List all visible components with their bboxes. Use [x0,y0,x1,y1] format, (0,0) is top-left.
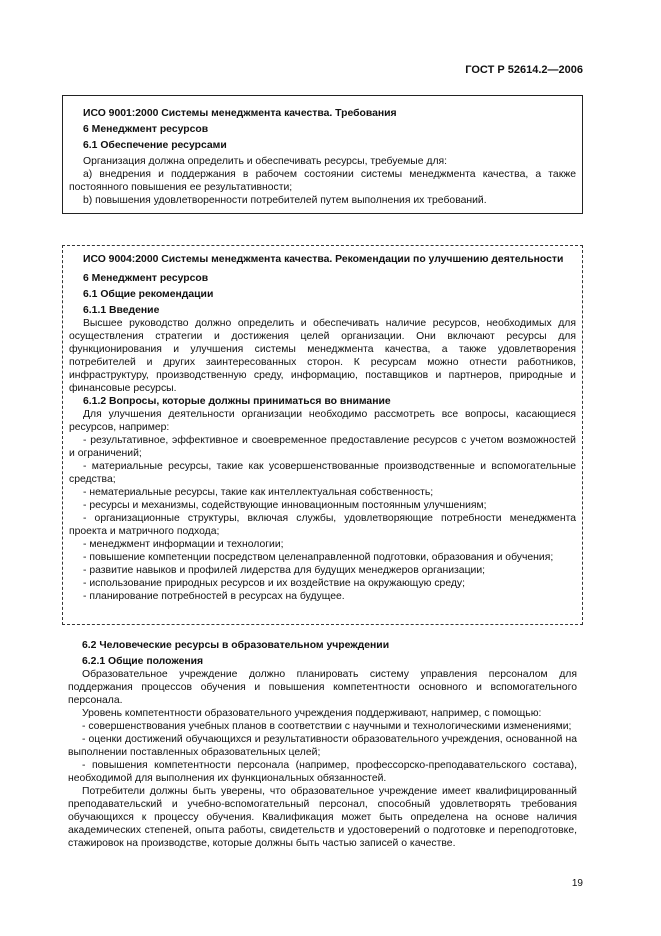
list-item: - оценки достижений обучающихся и результативности образовательного учреждения, основанной на выполнении поставленных образовательных целей; [68,734,577,758]
subsection-heading: 6.1 Обеспечение ресурсами [83,140,227,151]
document-header: ГОСТ Р 52614.2—2006 [465,64,583,76]
section-heading: 6 Менеджмент ресурсов [83,124,209,135]
paragraph: Потребители должны быть уверены, что образовательное учреждение имеет квалифицированный преподавательский и учебно-вспомогательный персонал, способный удовлетворять требования обучающихся к процессу обучения. Квалификация может быть определена на основе наличия академических степеней, опыта работы, свидетельств и удостоверений о подготовке и переподготовке, стажировок на производстве, которые должны быть частью записей о качестве. [68,786,577,849]
list-item: - совершенствования учебных планов в соответствии с научными и технологическими изменениями; [82,721,572,732]
list-item: - материальные ресурсы, такие как усовершенствованные производственные и вспомогательные средства; [69,461,576,485]
list-item: - нематериальные ресурсы, такие как интеллектуальная собственность; [83,487,434,498]
list-item: - развитие навыков и профилей лидерства для будущих менеджеров организации; [83,565,486,576]
paragraph: Высшее руководство должно определить и обеспечивать наличие ресурсов, необходимых для осуществления стратегии и достижения целей организации. Они включают ресурсы для функционирования и улучшения системы менеджмента качества, а также удовлетворения потребителей и других заинтересованных сторон. К ресурсам можно отнести работников, инфраструктуру, производственную среду, информацию, поставщиков и партнеров, природные и финансовые ресурсы. [69,318,576,394]
quote-title: ИСО 9001:2000 Системы менеджмента качества. Требования [83,108,397,119]
list-item: - планирование потребностей в ресурсах на будущее. [83,591,345,602]
list-item: - менеджмент информации и технологии; [83,539,284,550]
main-section [62,636,583,850]
paragraph: b) повышения удовлетворенности потребителей путем выполнения их требований. [83,195,487,206]
section-heading: 6.2 Человеческие ресурсы в образовательном учреждении [82,640,390,651]
subsubsection-heading: 6.1.1 Введение [83,305,160,316]
iso-9001-quote-box [62,95,583,214]
list-item: - повышение компетенции посредством целенаправленной подготовки, образования и обучения; [83,552,554,563]
subsubsection-heading: 6.1.2 Вопросы, которые должны приниматься во внимание [83,396,391,407]
subsection-heading: 6.2.1 Общие положения [82,656,204,667]
paragraph: a) внедрения и поддержания в рабочем состоянии системы менеджмента качества, а также постоянного повышения ее результативности; [69,169,576,193]
list-item: - организационные структуры, включая службы, удовлетворяющие потребности менеджмента проекта и матричного подхода; [69,513,576,537]
paragraph: Организация должна определить и обеспечивать ресурсы, требуемые для: [83,156,448,167]
list-item: - ресурсы и механизмы, содействующие инновационным постоянным улучшениям; [83,500,487,511]
quote-title: ИСО 9004:2000 Системы менеджмента качества. Рекомендации по улучшению деятельности [83,254,564,265]
list-item: - результативное, эффективное и своевременное предоставление ресурсов с учетом возможностей и ограничений; [69,435,576,459]
page-number: 19 [571,878,583,889]
paragraph: Уровень компетентности образовательного учреждения поддерживают, например, с помощью: [82,708,542,719]
subsection-heading: 6.1 Общие рекомендации [83,289,214,300]
paragraph: Для улучшения деятельности организации необходимо рассмотреть все вопросы, касающиеся ресурсов, например: [69,409,576,433]
paragraph: Образовательное учреждение должно планировать систему управления персоналом для поддержания процессов обучения и повышения компетентности основного и вспомогательного персонала. [68,669,577,706]
section-heading: 6 Менеджмент ресурсов [83,273,209,284]
list-item: - использование природных ресурсов и их воздействие на окружающую среду; [83,578,466,589]
iso-9004-quote-box [62,245,583,625]
list-item: - повышения компетентности персонала (например, профессорско-преподавательского состава), необходимой для выполнения их функциональных обязанностей. [68,760,577,784]
